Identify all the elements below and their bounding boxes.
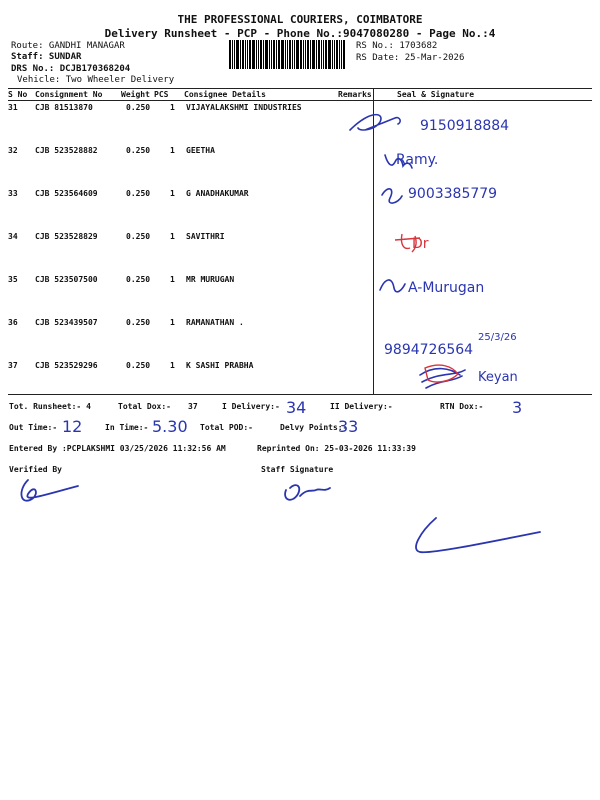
out-time-handwriting: 12: [62, 417, 83, 436]
barcode-bar: [343, 40, 345, 69]
barcode-bar: [318, 40, 320, 69]
row36-date-handwriting: 25/3/26: [478, 332, 517, 343]
barcode-bar: [271, 40, 272, 69]
total-pod-label: Total POD:-: [200, 423, 253, 432]
row33-handwriting: 9003385779: [408, 186, 498, 202]
barcode-bar: [273, 40, 275, 69]
total-dox-label: Total Dox:-: [118, 402, 171, 411]
barcode-bar: [260, 40, 262, 69]
row-weight: 0.250: [126, 103, 151, 112]
row-sno: 36: [8, 318, 18, 327]
row-consignee: VIJAYALAKSHMI INDUSTRIES: [186, 103, 302, 112]
barcode-bar: [341, 40, 342, 69]
entered-by: Entered By :PCPLAKSHMI 03/25/2026 11:32:56 AM: [9, 444, 226, 453]
row-pcs: 1: [170, 146, 175, 155]
col-weight: Weight: [121, 90, 150, 99]
barcode-bar: [265, 40, 268, 69]
row32-handwriting: Ramy.: [396, 152, 439, 168]
staff-signature-label: Staff Signature: [261, 465, 334, 474]
barcode-bar: [234, 40, 235, 69]
staff-signature: [285, 485, 330, 500]
barcode-bar: [263, 40, 264, 69]
vehicle-label: Vehicle: Two Wheeler Delivery: [17, 75, 175, 85]
row-consignment: CJB 523528829: [35, 232, 98, 241]
col-remarks: Remarks: [338, 90, 372, 99]
barcode-bar: [321, 40, 322, 69]
barcode-bar: [310, 40, 311, 69]
row-sno: 32: [8, 146, 18, 155]
i-delivery-handwriting: 34: [286, 398, 307, 417]
footer-signatures: [0, 470, 600, 590]
i-delivery-label: I Delivery:-: [222, 402, 280, 411]
rs-number: RS No.: 1703682: [356, 41, 438, 51]
barcode-bar: [328, 40, 331, 69]
delvy-points-label: Delvy Points:-: [280, 423, 348, 432]
rtn-dox-handwriting: 3: [512, 398, 523, 417]
total-dox-value: 37: [188, 402, 198, 411]
row36-handwriting: 9894726564: [384, 342, 474, 358]
row-consignee: SAVITHRI: [186, 232, 225, 241]
row-pcs: 1: [170, 232, 175, 241]
barcode-bar: [294, 40, 295, 69]
row34-handwriting: Dr: [412, 236, 429, 252]
barcode-bar: [312, 40, 315, 69]
barcode-bar: [334, 40, 335, 69]
row-consignee: K SASHI PRABHA: [186, 361, 254, 370]
row-sno: 34: [8, 232, 18, 241]
row37-handwriting: Keyan: [478, 370, 518, 385]
out-time-label: Out Time:-: [9, 423, 58, 432]
col-sno: S No: [8, 90, 28, 99]
row-sno: 37: [8, 361, 18, 370]
barcode-bar: [249, 40, 251, 69]
row-pcs: 1: [170, 103, 175, 112]
row-sno: 31: [8, 103, 18, 112]
row-consignee: RAMANATHAN .: [186, 318, 244, 327]
row31-handwriting: 9150918884: [420, 118, 510, 134]
reprinted-on: Reprinted On: 25-03-2026 11:33:39: [257, 444, 416, 453]
barcode-bar: [245, 40, 246, 69]
row35-handwriting: A-Murugan: [408, 280, 485, 296]
barcode-bar: [285, 40, 286, 69]
drs-number: DRS No.: DCJB170368204: [11, 64, 131, 74]
barcode-bar: [236, 40, 239, 69]
barcode-bar: [300, 40, 302, 69]
barcode-bar: [269, 40, 270, 69]
signature-33-mark: [382, 189, 402, 203]
row-consignment: CJB 523529296: [35, 361, 98, 370]
row-consignment: CJB 81513870: [35, 103, 93, 112]
row-consignee: GEETHA: [186, 146, 215, 155]
row-consignee: MR MURUGAN: [186, 275, 235, 284]
barcode-bar: [287, 40, 288, 69]
in-time-handwriting: 5.30: [152, 417, 188, 436]
delvy-points-handwriting: 33: [338, 417, 359, 436]
row-consignment: CJB 523564609: [35, 189, 98, 198]
ii-delivery-label: II Delivery:-: [330, 402, 393, 411]
row-weight: 0.250: [126, 361, 151, 370]
barcode-bar: [339, 40, 340, 69]
barcode-bar: [278, 40, 280, 69]
barcode-bar: [305, 40, 306, 69]
col-consignee: Consignee Details: [184, 90, 266, 99]
barcode-bar: [258, 40, 259, 69]
company-title: THE PROFESSIONAL COURIERS, COIMBATORE: [177, 13, 423, 26]
barcode-bar: [303, 40, 304, 69]
extra-signature: [416, 518, 540, 552]
col-consignment: Consignment No: [35, 90, 103, 99]
col-seal-signature: Seal & Signature: [397, 90, 475, 99]
barcode-bar: [323, 40, 324, 69]
signature-35-mark: [380, 280, 405, 292]
barcode-bar: [281, 40, 284, 69]
barcode-bar: [252, 40, 255, 69]
barcode-bar: [336, 40, 338, 69]
row-weight: 0.250: [126, 146, 151, 155]
route-label: Route: GANDHI MANAGAR: [11, 41, 125, 51]
barcode-bar: [307, 40, 309, 69]
row-consignee: G ANADHAKUMAR: [186, 189, 249, 198]
row-weight: 0.250: [126, 189, 151, 198]
barcode-bar: [296, 40, 299, 69]
row-weight: 0.250: [126, 275, 151, 284]
barcode-bar: [292, 40, 293, 69]
table-top-rule: [8, 88, 592, 89]
verified-by-label: Verified By: [9, 465, 62, 474]
in-time-label: In Time:-: [105, 423, 149, 432]
rs-date: RS Date: 25-Mar-2026: [356, 53, 465, 63]
barcode-bar: [247, 40, 248, 69]
row-consignment: CJB 523507500: [35, 275, 98, 284]
barcode: [229, 40, 352, 69]
barcode-bar: [256, 40, 257, 69]
verified-by-signature: [21, 480, 78, 501]
row-pcs: 1: [170, 189, 175, 198]
row-weight: 0.250: [126, 232, 151, 241]
staff-label: Staff: SUNDAR: [11, 52, 82, 62]
barcode-bar: [242, 40, 244, 69]
tot-runsheet: Tot. Runsheet:- 4: [9, 402, 91, 411]
row-sno: 33: [8, 189, 18, 198]
row-pcs: 1: [170, 275, 175, 284]
col-pcs: PCS: [154, 90, 169, 99]
rtn-dox-label: RTN Dox:-: [440, 402, 484, 411]
barcode-bar: [229, 40, 231, 69]
row-sno: 35: [8, 275, 18, 284]
barcode-bar: [240, 40, 241, 69]
row-pcs: 1: [170, 318, 175, 327]
row-consignment: CJB 523528882: [35, 146, 98, 155]
row-pcs: 1: [170, 361, 175, 370]
row-weight: 0.250: [126, 318, 151, 327]
row-consignment: CJB 523439507: [35, 318, 98, 327]
barcode-bar: [232, 40, 233, 69]
signature-37-scribble: [420, 369, 465, 388]
barcode-bar: [276, 40, 277, 69]
barcode-bar: [289, 40, 291, 69]
barcode-bar: [316, 40, 317, 69]
runsheet-subtitle: Delivery Runsheet - PCP - Phone No.:9047080280 - Page No.:4: [104, 27, 496, 40]
signature-31-mark: [350, 115, 400, 130]
barcode-bar: [325, 40, 327, 69]
barcode-bar: [332, 40, 333, 69]
